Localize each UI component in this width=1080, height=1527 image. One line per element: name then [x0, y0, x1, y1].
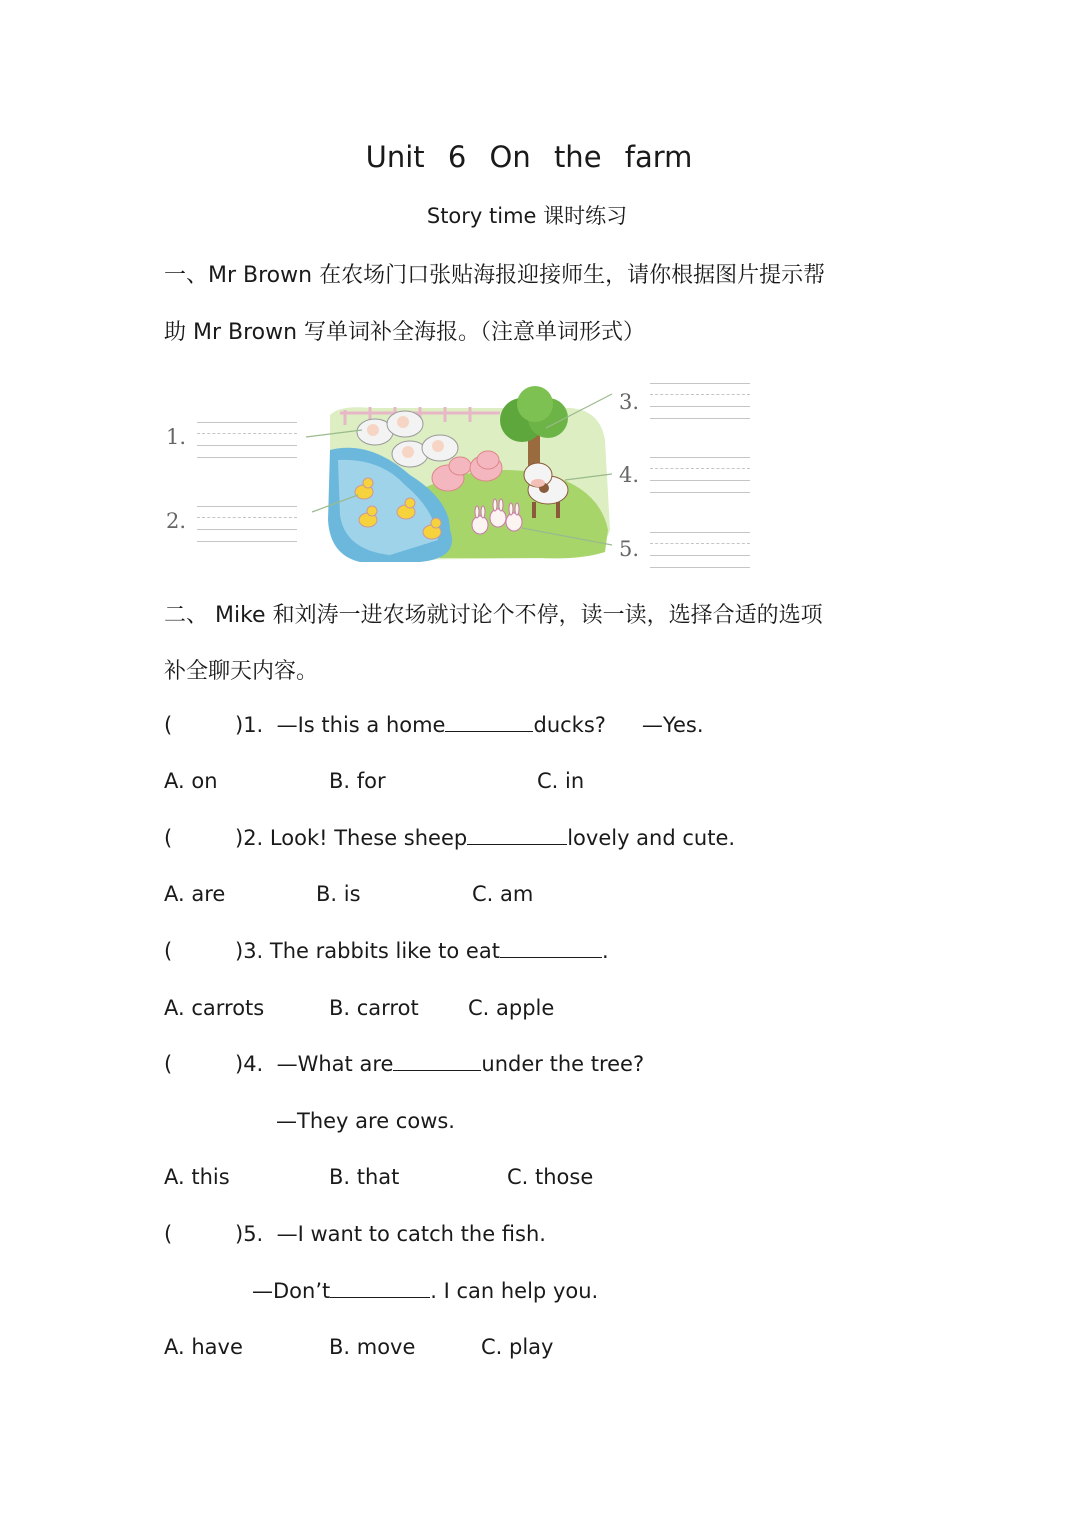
writing-lines-2[interactable]: [197, 506, 297, 542]
blank-label-5: 5.: [619, 537, 640, 561]
page-title: Unit 6 On the farm: [365, 140, 693, 174]
writing-lines-5[interactable]: [650, 532, 750, 568]
option-5-a[interactable]: A. have: [164, 1335, 243, 1359]
option-1-c[interactable]: C. in: [537, 769, 585, 793]
blank-label-1: 1.: [166, 425, 187, 449]
option-5-c[interactable]: C. play: [481, 1335, 554, 1359]
option-1-b[interactable]: B. for: [329, 769, 386, 793]
section2-instruction-line1: 二、 Mike 和刘涛一进农场就讨论个不停，读一读，选择合适的选项: [164, 603, 823, 628]
option-3-a[interactable]: A. carrots: [164, 996, 265, 1020]
fill-blank[interactable]: [330, 1279, 430, 1298]
writing-lines-4[interactable]: [650, 457, 750, 493]
fill-blank[interactable]: [393, 1052, 481, 1071]
option-1-a[interactable]: A. on: [164, 769, 218, 793]
fill-blank[interactable]: [467, 826, 567, 845]
option-5-b[interactable]: B. move: [329, 1335, 416, 1359]
blank-label-3: 3.: [619, 390, 640, 414]
answer-paren[interactable]: (: [164, 826, 173, 850]
answer-paren[interactable]: (: [164, 1222, 173, 1246]
option-2-a[interactable]: A. are: [164, 882, 226, 906]
option-2-c[interactable]: C. am: [472, 882, 534, 906]
option-4-b[interactable]: B. that: [329, 1165, 400, 1189]
option-4-c[interactable]: C. those: [507, 1165, 594, 1189]
option-2-b[interactable]: B. is: [316, 882, 361, 906]
answer-paren[interactable]: (: [164, 939, 173, 963]
question-5-reply: —Don’t . I can help you.: [252, 1279, 599, 1303]
blank-label-4: 4.: [619, 463, 640, 487]
section1-instruction-line1: 一、Mr Brown 在农场门口张贴海报迎接师生，请你根据图片提示帮: [164, 263, 826, 288]
fill-blank[interactable]: [500, 939, 602, 958]
section2-instruction-line2: 补全聊天内容。: [164, 659, 319, 684]
option-3-c[interactable]: C. apple: [468, 996, 555, 1020]
farm-illustration: [300, 380, 620, 575]
answer-paren[interactable]: (: [164, 1052, 173, 1076]
fill-blank[interactable]: [445, 713, 533, 732]
writing-lines-3[interactable]: [650, 383, 750, 419]
section1-instruction-line2: 助 Mr Brown 写单词补全海报。（注意单词形式）: [164, 320, 646, 345]
option-4-a[interactable]: A. this: [164, 1165, 230, 1189]
writing-lines-1[interactable]: [197, 422, 297, 458]
question-1-answer: —Yes.: [641, 713, 704, 737]
answer-paren[interactable]: (: [164, 713, 173, 737]
page-subtitle: Story time 课时练习: [426, 204, 628, 228]
blank-label-2: 2.: [166, 509, 187, 533]
option-3-b[interactable]: B. carrot: [329, 996, 419, 1020]
question-4-reply: —They are cows.: [276, 1109, 455, 1133]
